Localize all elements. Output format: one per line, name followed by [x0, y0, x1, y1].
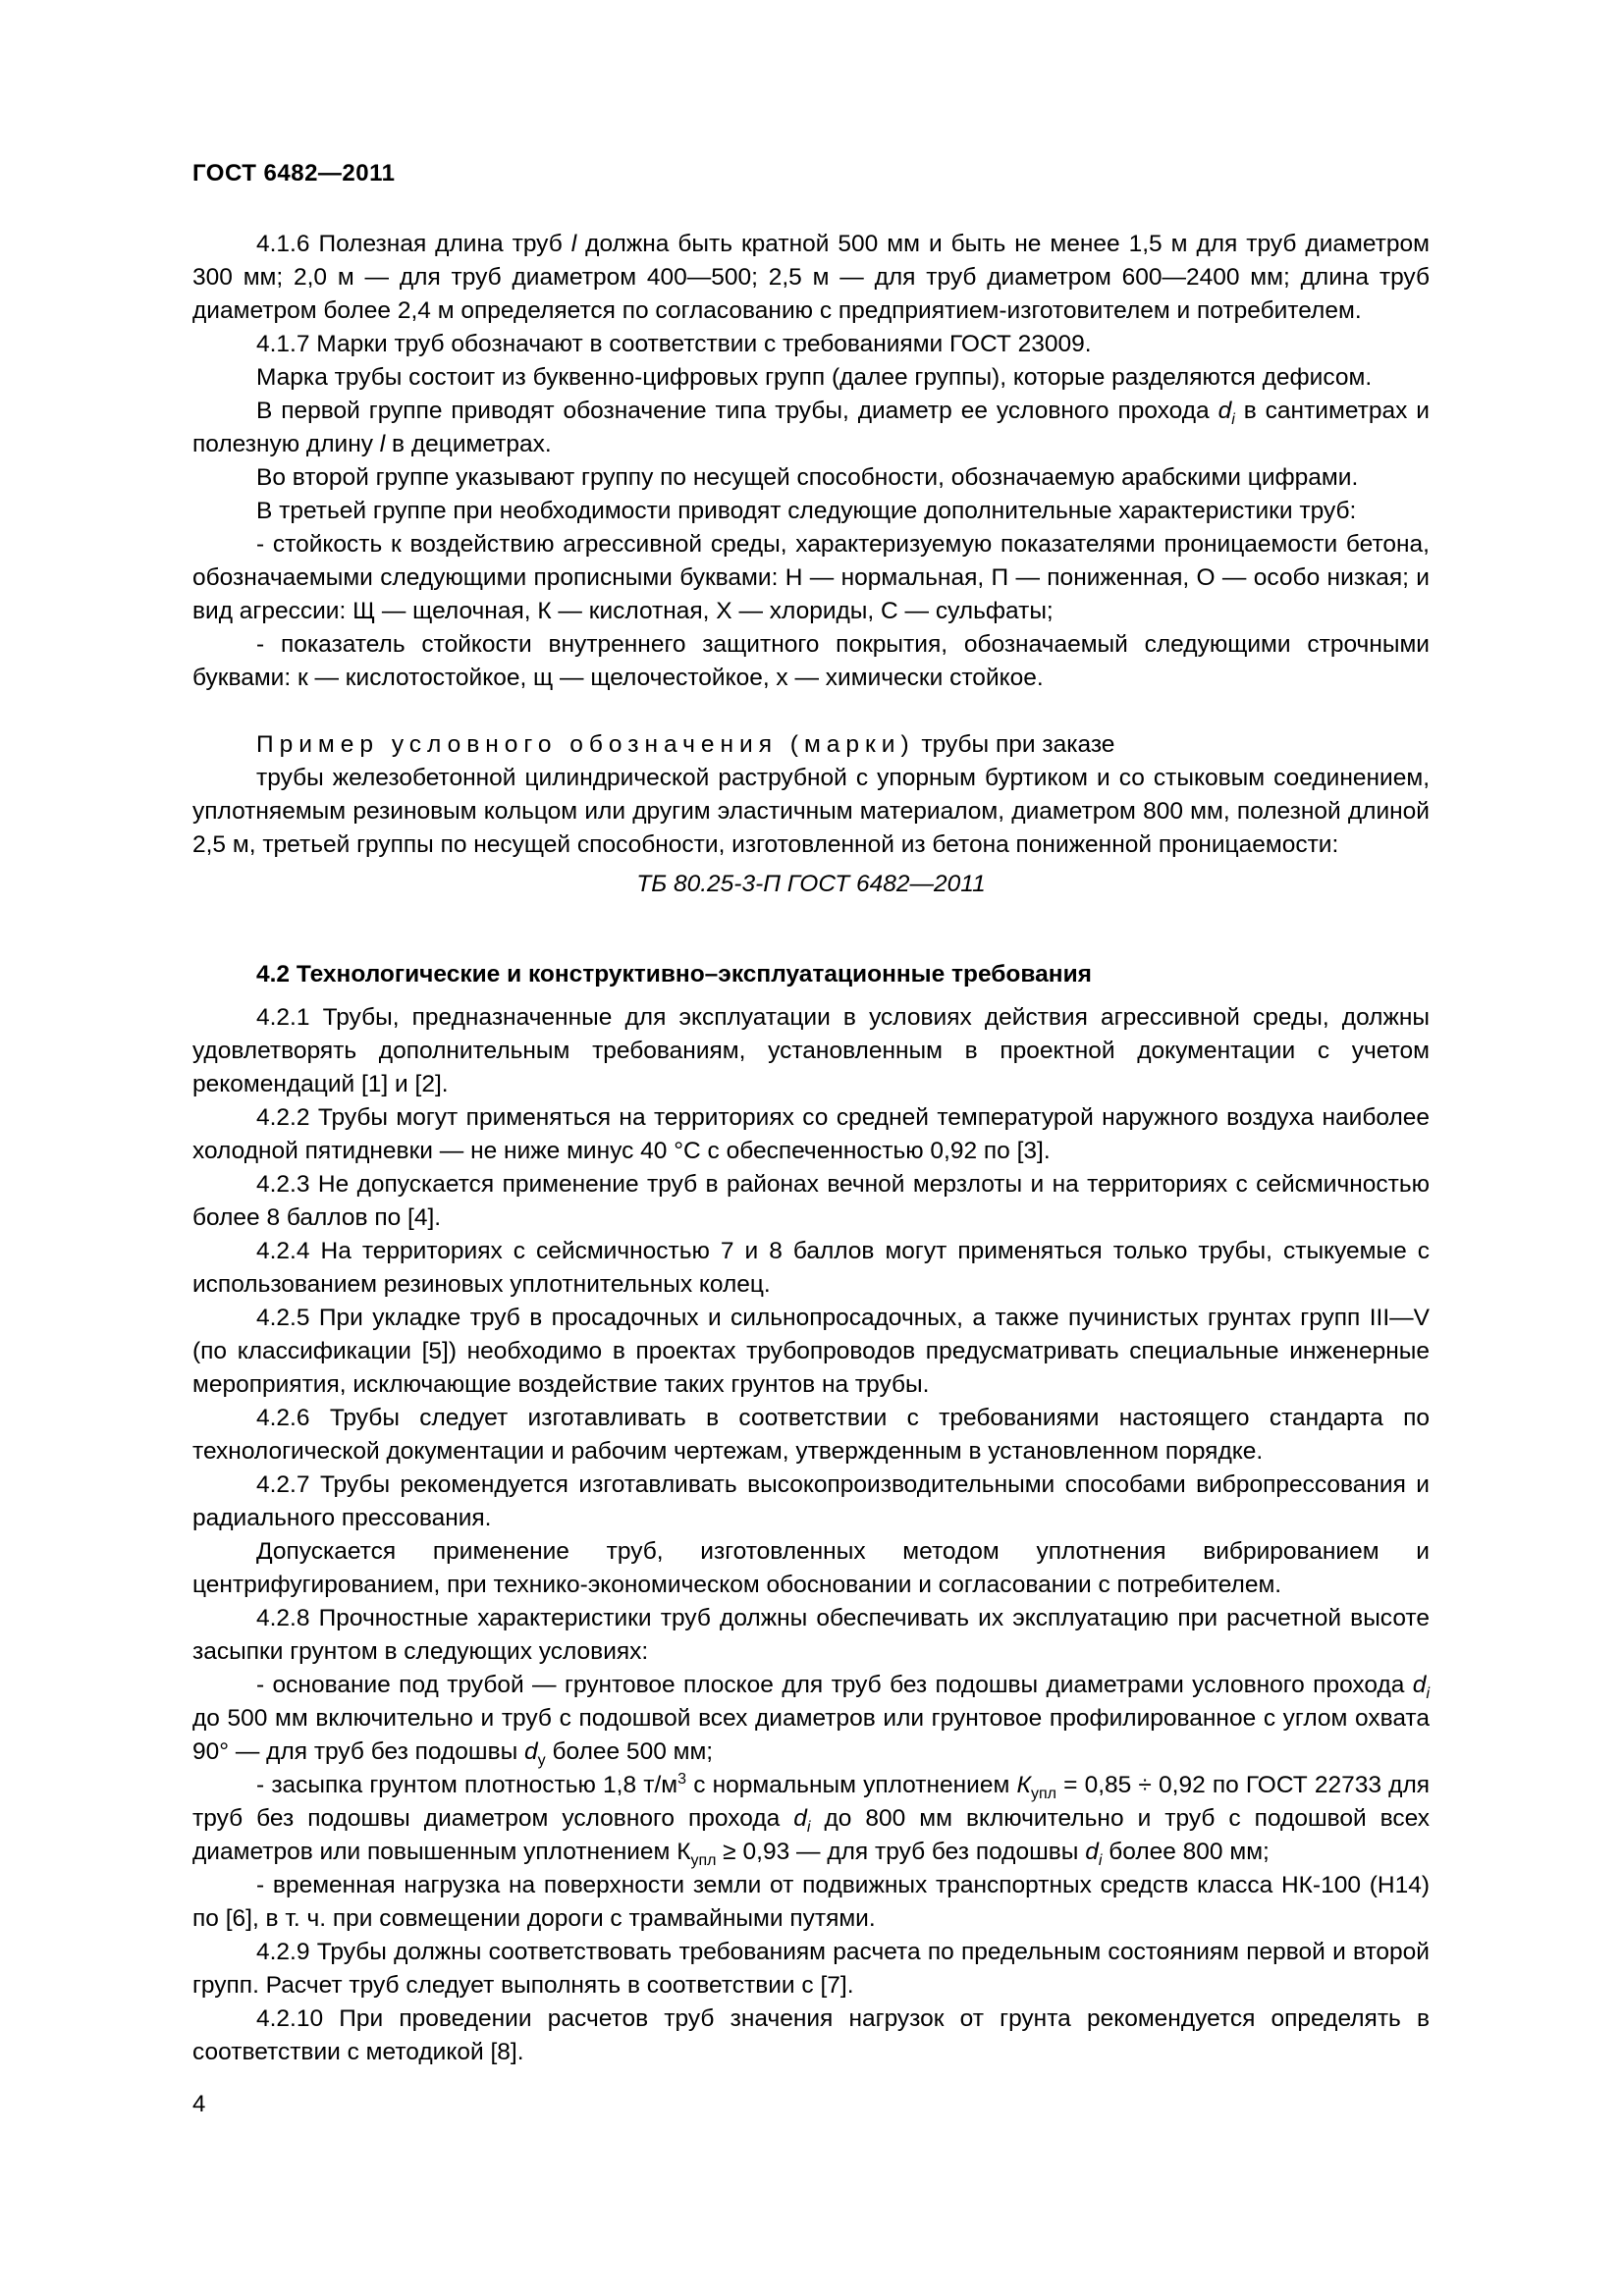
- list-item-coating: - показатель стойкости внутреннего защитного покрытия, обозначаемый следующими строчными буквами: к — кислотостойкое, щ — щелочестойкое, х — химически стойкое.: [192, 631, 1430, 691]
- paragraph-4-2-2: 4.2.2 Трубы могут применяться на территориях со средней температурой наружного воздуха наиболее холодной пятидневки — не ниже минус 40 °С с обеспеченностью 0,92 по [3].: [192, 1104, 1430, 1164]
- paragraph-group-3: В третьей группе при необходимости приводят следующие дополнительные характеристики труб:: [256, 498, 1357, 524]
- list-item-backfill: - засыпка грунтом плотностью 1,8 $т/м^3$ с нормальным уплотнением $К_{упл} = 0,85 \div 0,92$ по ГОСТ 22733 для труб без подошвы диаметром условного прохода $d_i$ до 800 мм включительно и труб с подошвой всех диаметров или повышенным уплотнением $К_{упл} \ge 0,93$ — для труб без подошвы $d_i$ более 800 мм;: [192, 1770, 1431, 1869]
- paragraph-4-2-3: 4.2.3 Не допускается применение труб в районах вечной мерзлоты и на территориях с сейсмичностью более 8 баллов по [4].: [192, 1171, 1430, 1231]
- paragraph-4-2-9: 4.2.9 Трубы должны соответствовать требованиям расчета по предельным состояниям первой и второй групп. Расчет труб следует выполнять в соответствии с [7].: [192, 1939, 1430, 1999]
- paragraph-4-2-8: 4.2.8 Прочностные характеристики труб должны обеспечивать их эксплуатацию при расчетной высоте засыпки грунтом в следующих условиях:: [192, 1605, 1430, 1665]
- example-label: Пример условного обозначения (марки) трубы при заказе: [256, 731, 1115, 758]
- paragraph-4-2-7: 4.2.7 Трубы рекомендуется изготавливать высокопроизводительными способами вибропрессования и радиального прессования.: [192, 1471, 1430, 1531]
- page-number: 4: [192, 2091, 206, 2117]
- paragraph-4-2-4: 4.2.4 На территориях с сейсмичностью 7 и 8 баллов могут применяться только трубы, стыкуемые с использованием резиновых уплотнительных колец.: [192, 1238, 1430, 1298]
- standard-header: ГОСТ 6482—2011: [192, 160, 396, 187]
- paragraph-dopuskaetsya: Допускается применение труб, изготовленных методом уплотнения вибрированием и центрифугированием, при технико-экономическом обосновании и согласовании с потребителем.: [192, 1538, 1430, 1598]
- paragraph-4-2-1: 4.2.1 Трубы, предназначенные для эксплуатации в условиях действия агрессивной среды, должны удовлетворять дополнительным требованиям, установленным в проектной документации с учетом рекомендаций [1] и [2].: [192, 1004, 1430, 1097]
- list-item-resistance: - стойкость к воздействию агрессивной среды, характеризуемую показателями проницаемости бетона, обозначаемыми следующими прописными буквами: Н — нормальная, П — пониженная, О — особо низкая; и вид агрессии: Щ — щелочная, К — кислотная, Х — хлориды, С — сульфаты;: [192, 531, 1430, 624]
- list-item-load: - временная нагрузка на поверхности земли от подвижных транспортных средств класса НК-100 (Н14) по [6], в т. ч. при совмещении дороги с трамвайными путями.: [192, 1872, 1430, 1932]
- paragraph-4-2-5: 4.2.5 При укладке труб в просадочных и сильнопросадочных, а также пучинистых грунтах групп III—V (по классификации [5]) необходимо в проектах трубопроводов предусматривать специальные инженерные мероприятия, исключающие воздействие таких грунтов на трубы.: [192, 1305, 1430, 1398]
- paragraph-4-1-7: 4.1.7 Марки труб обозначают в соответствии с требованиями ГОСТ 23009.: [256, 331, 1092, 357]
- paragraph-4-2-6: 4.2.6 Трубы следует изготавливать в соответствии с требованиями настоящего стандарта по технологической документации и рабочим чертежам, утвержденным в установленном порядке.: [192, 1405, 1430, 1465]
- example-mark: ТБ 80.25-3-П ГОСТ 6482—2011: [636, 871, 986, 897]
- paragraph-group-2: Во второй группе указывают группу по несущей способности, обозначаемую арабскими цифрами.: [256, 464, 1359, 491]
- paragraph-marka: Марка трубы состоит из буквенно-цифровых групп (далее группы), которые разделяются дефисом.: [256, 364, 1373, 391]
- document-body: [192, 228, 1430, 2069]
- list-item-base: - основание под трубой — грунтовое плоское для труб без подошвы диаметрами условного прохода $d_i$ до 500 мм включительно и труб с подошвой всех диаметров или грунтовое профилированное с углом охвата 90° — для труб без подошвы $d_у$ более 500 мм;: [192, 1672, 1430, 1769]
- paragraph-4-1-6: 4.1.6 Полезная длина труб l должна быть кратной 500 мм и быть не менее 1,5 м для труб диаметром 300 мм; 2,0 м — для труб диаметром 400—500; 2,5 м — для труб диаметром 600—2400 мм; длина труб диаметром более 2,4 м определяется по согласованию с предприятием-изготовителем и потребителем.: [192, 231, 1430, 324]
- example-text: трубы железобетонной цилиндрической раструбной с упорным буртиком и со стыковым соединением, уплотняемым резиновым кольцом или другим эластичным материалом, диаметром 800 мм, полезной длиной 2,5 м, третьей группы по несущей способности, изготовленной из бетона пониженной проницаемости:: [192, 765, 1430, 858]
- section-heading-4-2: 4.2 Технологические и конструктивно–эксплуатационные требования: [256, 961, 1092, 988]
- paragraph-group-1: В первой группе приводят обозначение типа трубы, диаметр ее условного прохода $d_i$ в сантиметрах и полезную длину l в дециметрах.: [192, 398, 1430, 457]
- paragraph-4-2-10: 4.2.10 При проведении расчетов труб значения нагрузок от грунта рекомендуется определять в соответствии с методикой [8].: [192, 2005, 1430, 2065]
